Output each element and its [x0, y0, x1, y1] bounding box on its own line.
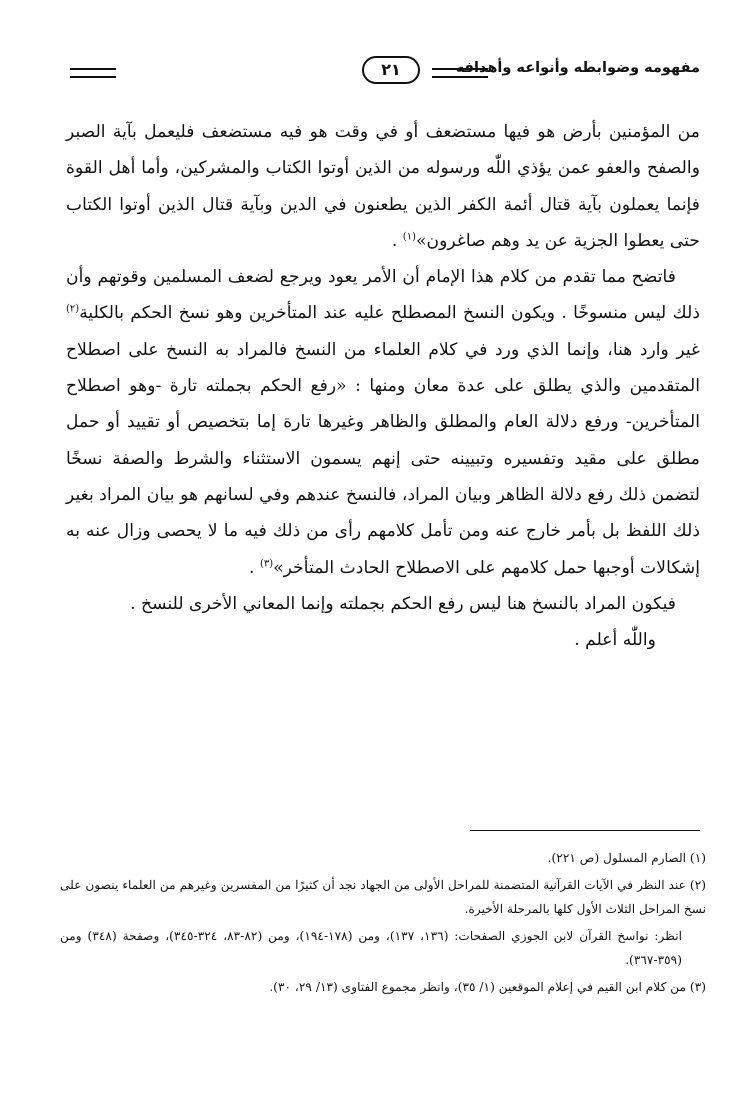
- header-title: مفهومه وضوابطه وأنواعه وأهدافه: [455, 60, 700, 76]
- footnotes: [60, 846, 706, 1001]
- running-header: [70, 54, 700, 94]
- paragraph-2: [66, 259, 700, 586]
- footnote-1: (١) الصارم المسلول (ص ٢٢١).: [547, 851, 706, 865]
- footnote-separator: [470, 830, 700, 831]
- closing-line: واللّٰه أعلم .: [574, 630, 656, 651]
- footnote-ref-2: (٢): [66, 303, 80, 315]
- paragraph-2-text-a: فاتضح مما تقدم من كلام هذا الإمام أن الأمر يعود ويرجع لضعف المسلمين وقوتهم وأن ذلك ليس منسوخًا . ويكون النسخ المصطلح عليه عند المتأخرين وهو نسخ الحكم بالكلية: [66, 267, 700, 324]
- footnote-3: (٣) من كلام ابن القيم في إعلام الموقعين (١/ ٣٥)، وانظر مجموع الفتاوى (١٣/ ٢٩، ٣٠).: [269, 979, 706, 994]
- page-number-badge: ٢١: [362, 56, 420, 84]
- paragraph-1-end: .: [391, 230, 398, 251]
- footnote-ref-3: (٣): [259, 557, 274, 569]
- footnote-2: (٢) عند النظر في الآيات القرآنية المتضمنة للمراحل الأولى من الجهاد نجد أن كثيرًا من المفسرين وغيرهم من العلماء ينصون على نسخ المراحل الثلاث الأول كلها بالمرحلة الأخيرة.: [60, 877, 706, 916]
- paragraph-1: [66, 114, 700, 259]
- body-text: [66, 114, 700, 658]
- footnote-ref-1: (١): [402, 231, 416, 243]
- header-rule-right: [432, 68, 488, 78]
- paragraph-2-text-b: غير وارد هنا، وإنما الذي ورد في كلام العلماء من النسخ فالمراد به النسخ على اصطلاح المتقدمين والذي يطلق على عدة معان ومنها : «رفع الحكم بجملته تارة -وهو اصطلاح المتأخرين- ورفع دلالة العام والمطلق والظاهر وغيرها تارة إما بتخصيص أو تقييد أو حمل مطلق على مقيد وتفسيره وتبيينه حتى إنهم يسمون الاستثناء والشرط والصفة نسخًا لتضمن ذلك رفع دلالة الظاهر وبيان المراد، فالنسخ عندهم وفي لسانهم هو بيان المراد بغير ذلك اللفظ بل بأمر خارج عنه ومن تأمل كلامهم رأى من ذلك فيه ما لا يحصى وزال عنه به إشكالات أوجبها حمل كلامهم على الاصطلاح الحادث المتأخر»: [66, 339, 700, 578]
- paragraph-3: فيكون المراد بالنسخ هنا ليس رفع الحكم بجملته وإنما المعاني الأخرى للنسخ .: [130, 593, 676, 614]
- paragraph-2-end: .: [249, 557, 255, 578]
- paragraph-1-text: من المؤمنين بأرض هو فيها مستضعف أو في وقت هو فيه مستضعف فليعمل بآية الصبر والصفح والعفو عمن يؤذي اللّٰه ورسوله من الذين أوتوا الكتاب والمشركين، وأما أهل القوة فإنما يعملون بآية قتال أئمة الكفر الذين يطعنون في الدين وبآية قتال الذين أوتوا الكتاب حتى يعطوا الجزية عن يد وهم صاغرون»: [66, 122, 700, 251]
- footnote-2-continuation: انظر: نواسخ القرآن لابن الجوزي الصفحات: (١٣٦، ١٣٧)، ومن (١٧٨-١٩٤)، ومن (٨٢-٨٣، ٣٢٤-٣٤٥)، وصفحة (٣٤٨) ومن (٣٥٩-٣٦٧).: [60, 928, 683, 967]
- header-rule-left: [70, 68, 116, 78]
